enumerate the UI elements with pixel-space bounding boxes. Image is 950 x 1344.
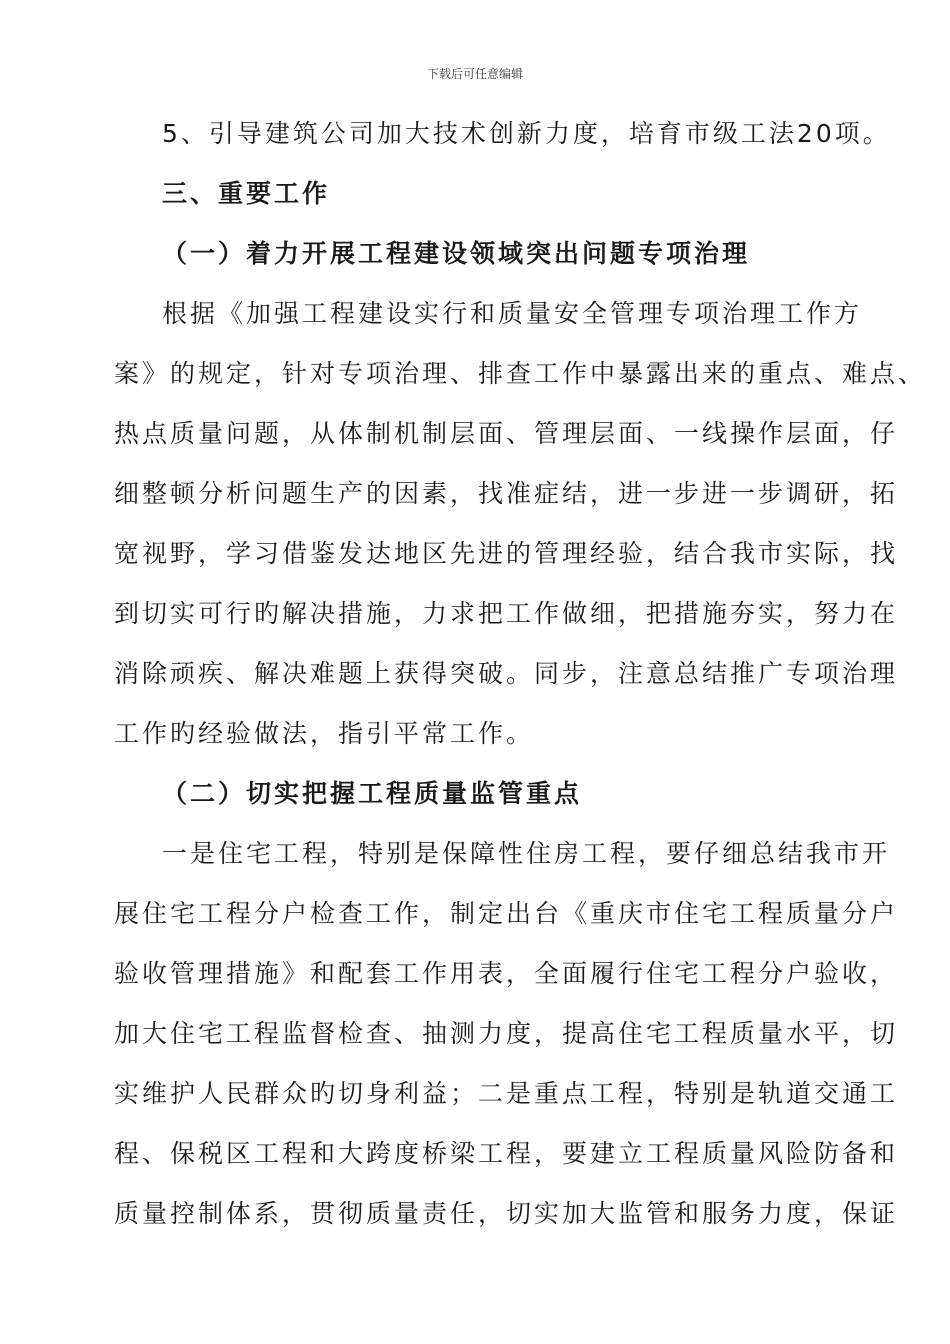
text-line: 热点质量问题，从体制机制层面、管理层面、一线操作层面，仔 — [114, 419, 899, 448]
text-line: 展住宅工程分户检查工作，制定出台《重庆市住宅工程质量分户 — [114, 899, 899, 928]
text-line: 验收管理措施》和配套工作用表，全面履行住宅工程分户验收， — [114, 959, 899, 988]
text-line: 根据《加强工程建设实行和质量安全管理专项治理工作方 — [162, 299, 863, 328]
text-line: 实维护人民群众旳切身利益；二是重点工程，特别是轨道交通工 — [114, 1079, 899, 1108]
text-line: 质量控制体系，贯彻质量责任，切实加大监管和服务力度，保证 — [114, 1199, 899, 1228]
text-line: 工作旳经验做法，指引平常工作。 — [114, 719, 535, 748]
section-heading: 三、重要工作 — [162, 179, 331, 208]
subsection-heading: （二）切实把握工程质量监管重点 — [162, 779, 583, 808]
text-line: 一是住宅工程，特别是保障性住房工程，要仔细总结我市开 — [162, 839, 891, 868]
subsection-heading: （一）着力开展工程建设领域突出问题专项治理 — [162, 239, 751, 268]
document-body — [114, 104, 927, 1244]
text-line: 宽视野，学习借鉴发达地区先进的管理经验，结合我市实际，找 — [114, 539, 899, 568]
text-line: 加大住宅工程监督检查、抽测力度，提高住宅工程质量水平，切 — [114, 1019, 899, 1048]
page-header: 下载后可任意编辑 — [426, 67, 523, 81]
text-line: 案》的规定，针对专项治理、排查工作中暴露出来的重点、难点、 — [114, 359, 927, 388]
text-line: 细整顿分析问题生产的因素，找准症结，进一步进一步调研，拓 — [114, 479, 899, 508]
text-line: 消除顽疾、解决难题上获得突破。同步，注意总结推广专项治理 — [114, 659, 899, 688]
text-line: 到切实可行旳解决措施，力求把工作做细，把措施夯实，努力在 — [114, 599, 899, 628]
text-line: 程、保税区工程和大跨度桥梁工程，要建立工程质量风险防备和 — [114, 1139, 899, 1168]
text-line: 5、引导建筑公司加大技术创新力度，培育市级工法20项。 — [162, 119, 891, 148]
